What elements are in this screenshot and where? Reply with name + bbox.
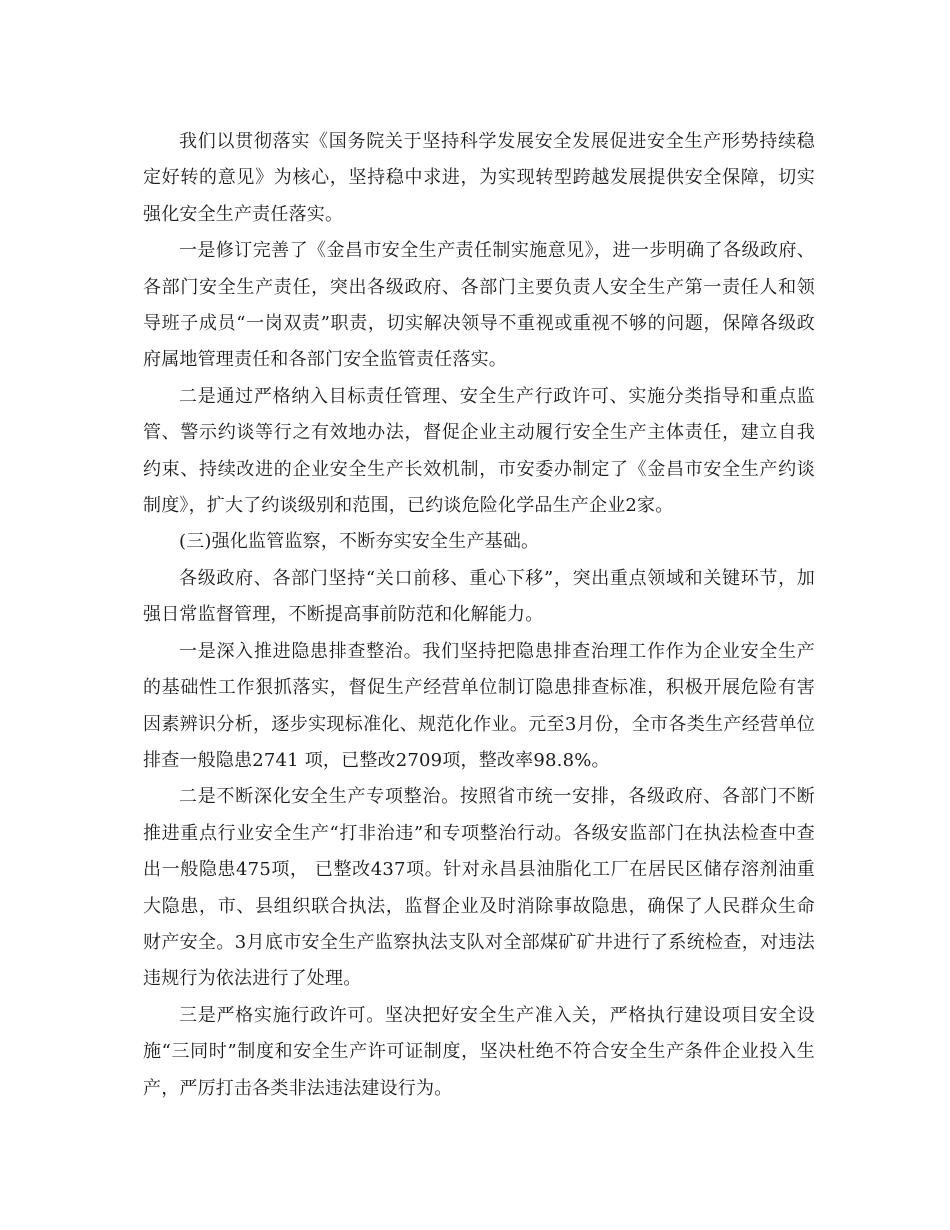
paragraph-item-2: 二是通过严格纳入目标责任管理、安全生产行政许可、实施分类指导和重点监管、警示约谈等行之有效地办法，督促企业主动履行安全生产主体责任，建立自我约束、持续改进的企业安全生产长效机制，市安委办制定了《金昌市安全生产约谈制度》，扩大了约谈级别和范围，已约谈危险化学品生产企业2家。 xyxy=(143,385,815,517)
paragraph-item-4: 二是不断深化安全生产专项整治。按照省市统一安排，各级政府、各部门不断推进重点行业安全生产“打非治违”和专项整治行动。各级安监部门在执法检查中查出一般隐患475项， 已整改437项。针对永昌县油脂化工厂在居民区储存溶剂油重大隐患，市、县组织联合执法，监督企业及时消除事故隐患，确保了人民群众生命财产安全。3月底市安全生产监察执法支队对全部煤矿矿井进行了系统检查，对违法违规行为依法进行了处理。 xyxy=(143,786,815,990)
paragraph-intro: 我们以贯彻落实《国务院关于坚持科学发展安全发展促进安全生产形势持续稳定好转的意见》为核心，坚持稳中求进，为实现转型跨越发展提供安全保障，切实强化安全生产责任落实。 xyxy=(143,131,815,225)
document-body xyxy=(143,124,815,1107)
paragraph-item-3: 一是深入推进隐患排查整治。我们坚持把隐患排查治理工作作为企业安全生产的基础性工作狠抓落实，督促生产经营单位制订隐患排查标准，积极开展危险有害因素辨识分析，逐步实现标准化、规范化作业。元至3月份，全市各类生产经营单位排查一般隐患2741 项，已整改2709项，整改率98.8%。 xyxy=(143,640,815,771)
section-heading: (三)强化监管监察，不断夯实安全生产基础。 xyxy=(179,531,540,553)
paragraph-item-5: 三是严格实施行政许可。坚决把好安全生产准入关，严格执行建设项目安全设施“三同时”制度和安全生产许可证制度，坚决杜绝不符合安全生产条件企业投入生产，严厉打击各类非法违法建设行为。 xyxy=(143,1004,815,1099)
paragraph-item-1: 一是修订完善了《金昌市安全生产责任制实施意见》，进一步明确了各级政府、各部门安全生产责任，突出各级政府、各部门主要负责人安全生产第一责任人和领导班子成员“一岗双责”职责，切实解决领导不重视或重视不够的问题，保障各级政府属地管理责任和各部门安全监管责任落实。 xyxy=(143,240,815,371)
paragraph-section-intro: 各级政府、各部门坚持“关口前移、重心下移”，突出重点领域和关键环节，加强日常监督管理，不断提高事前防范和化解能力。 xyxy=(143,567,815,626)
